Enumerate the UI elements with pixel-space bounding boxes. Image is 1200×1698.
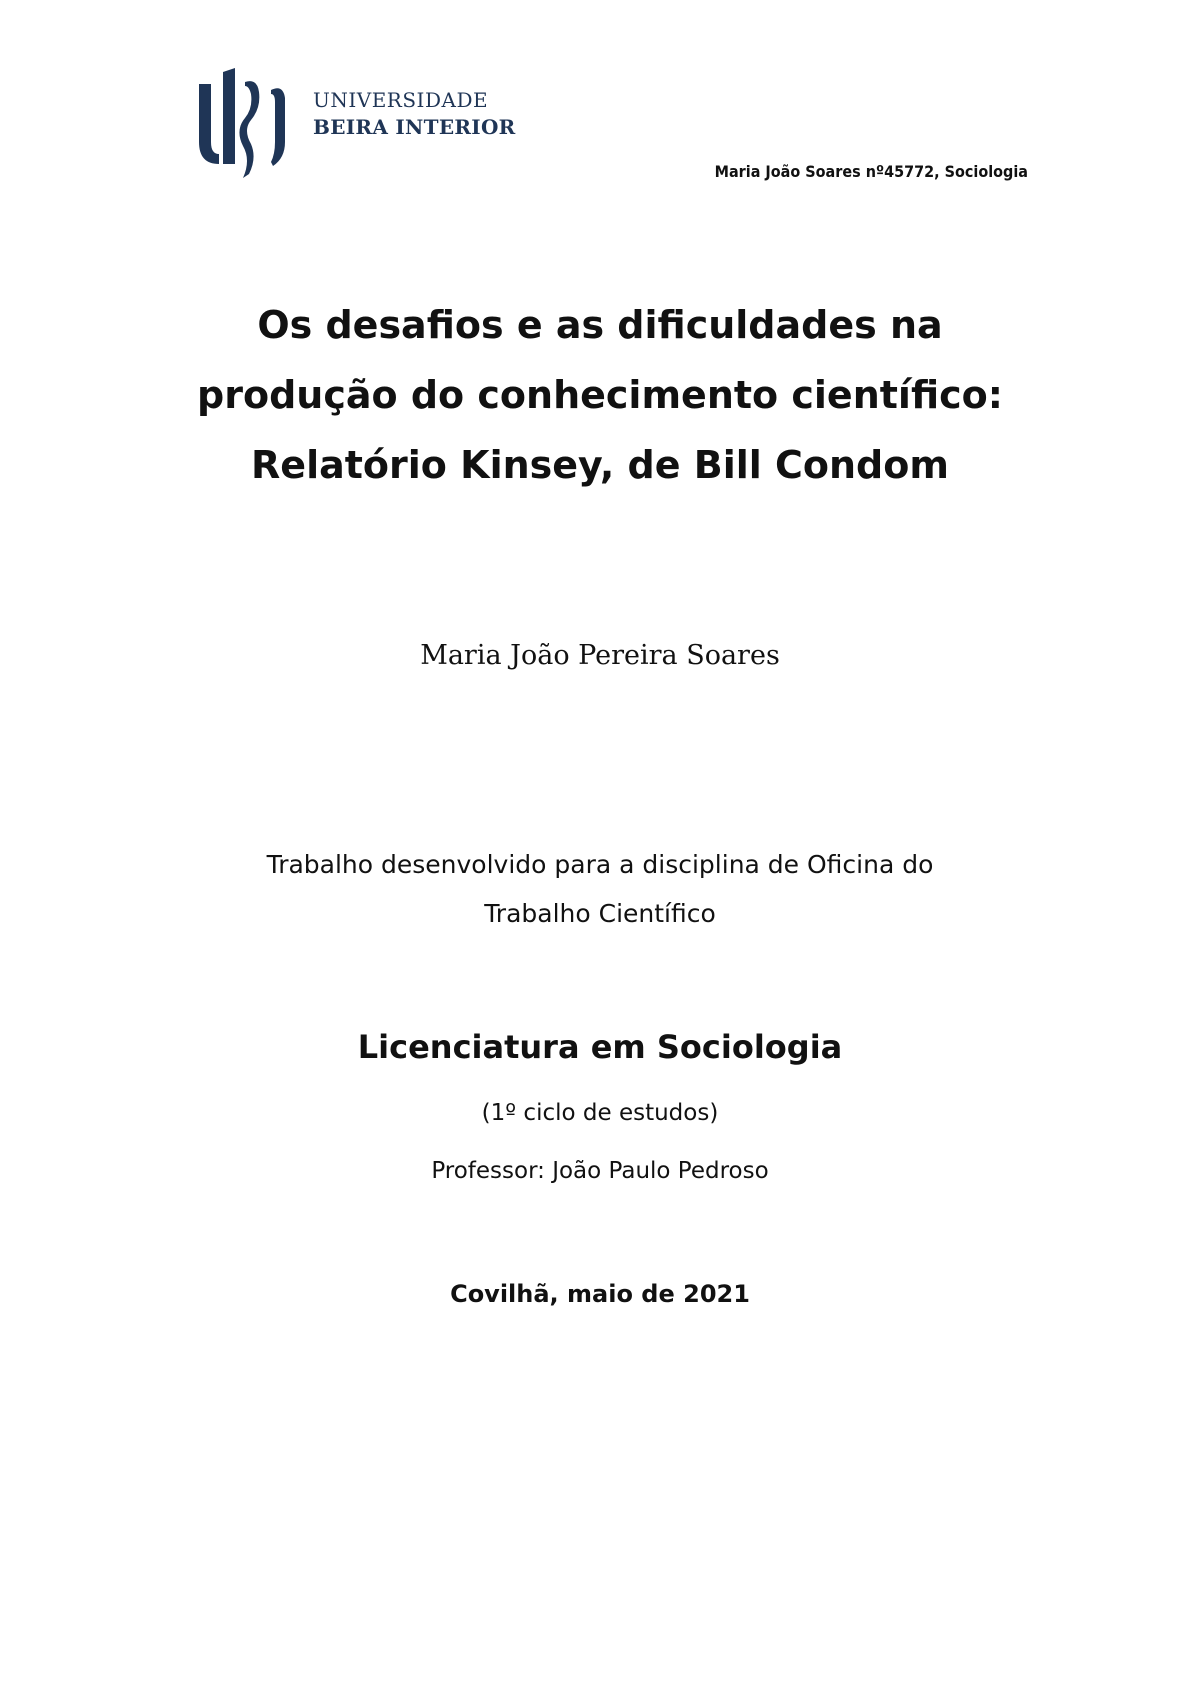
title-line-3: Relatório Kinsey, de Bill Condom bbox=[251, 443, 949, 487]
header-author-line: Maria João Soares nº45772, Sociologia bbox=[714, 162, 1028, 181]
place-and-date: Covilhã, maio de 2021 bbox=[450, 1280, 750, 1308]
degree-name: Licenciatura em Sociologia bbox=[357, 1028, 843, 1066]
author-name: Maria João Pereira Soares bbox=[420, 640, 780, 671]
work-description-line-1: Trabalho desenvolvido para a disciplina de Oficina do bbox=[266, 850, 934, 879]
work-description-line-2: Trabalho Científico bbox=[484, 899, 716, 928]
work-description bbox=[150, 840, 1050, 938]
university-logo bbox=[195, 68, 516, 183]
professor-name: Professor: João Paulo Pedroso bbox=[431, 1158, 769, 1184]
university-name-line1: UNIVERSIDADE bbox=[313, 88, 489, 112]
study-cycle: (1º ciclo de estudos) bbox=[481, 1100, 719, 1126]
title-line-1: Os desafios e as dificuldades na bbox=[257, 303, 943, 347]
title-line-2: produção do conhecimento científico: bbox=[197, 373, 1003, 417]
document-title bbox=[120, 290, 1080, 500]
university-name-line2: BEIRA INTERIOR bbox=[313, 115, 516, 139]
ubi-logo-icon bbox=[195, 68, 305, 183]
